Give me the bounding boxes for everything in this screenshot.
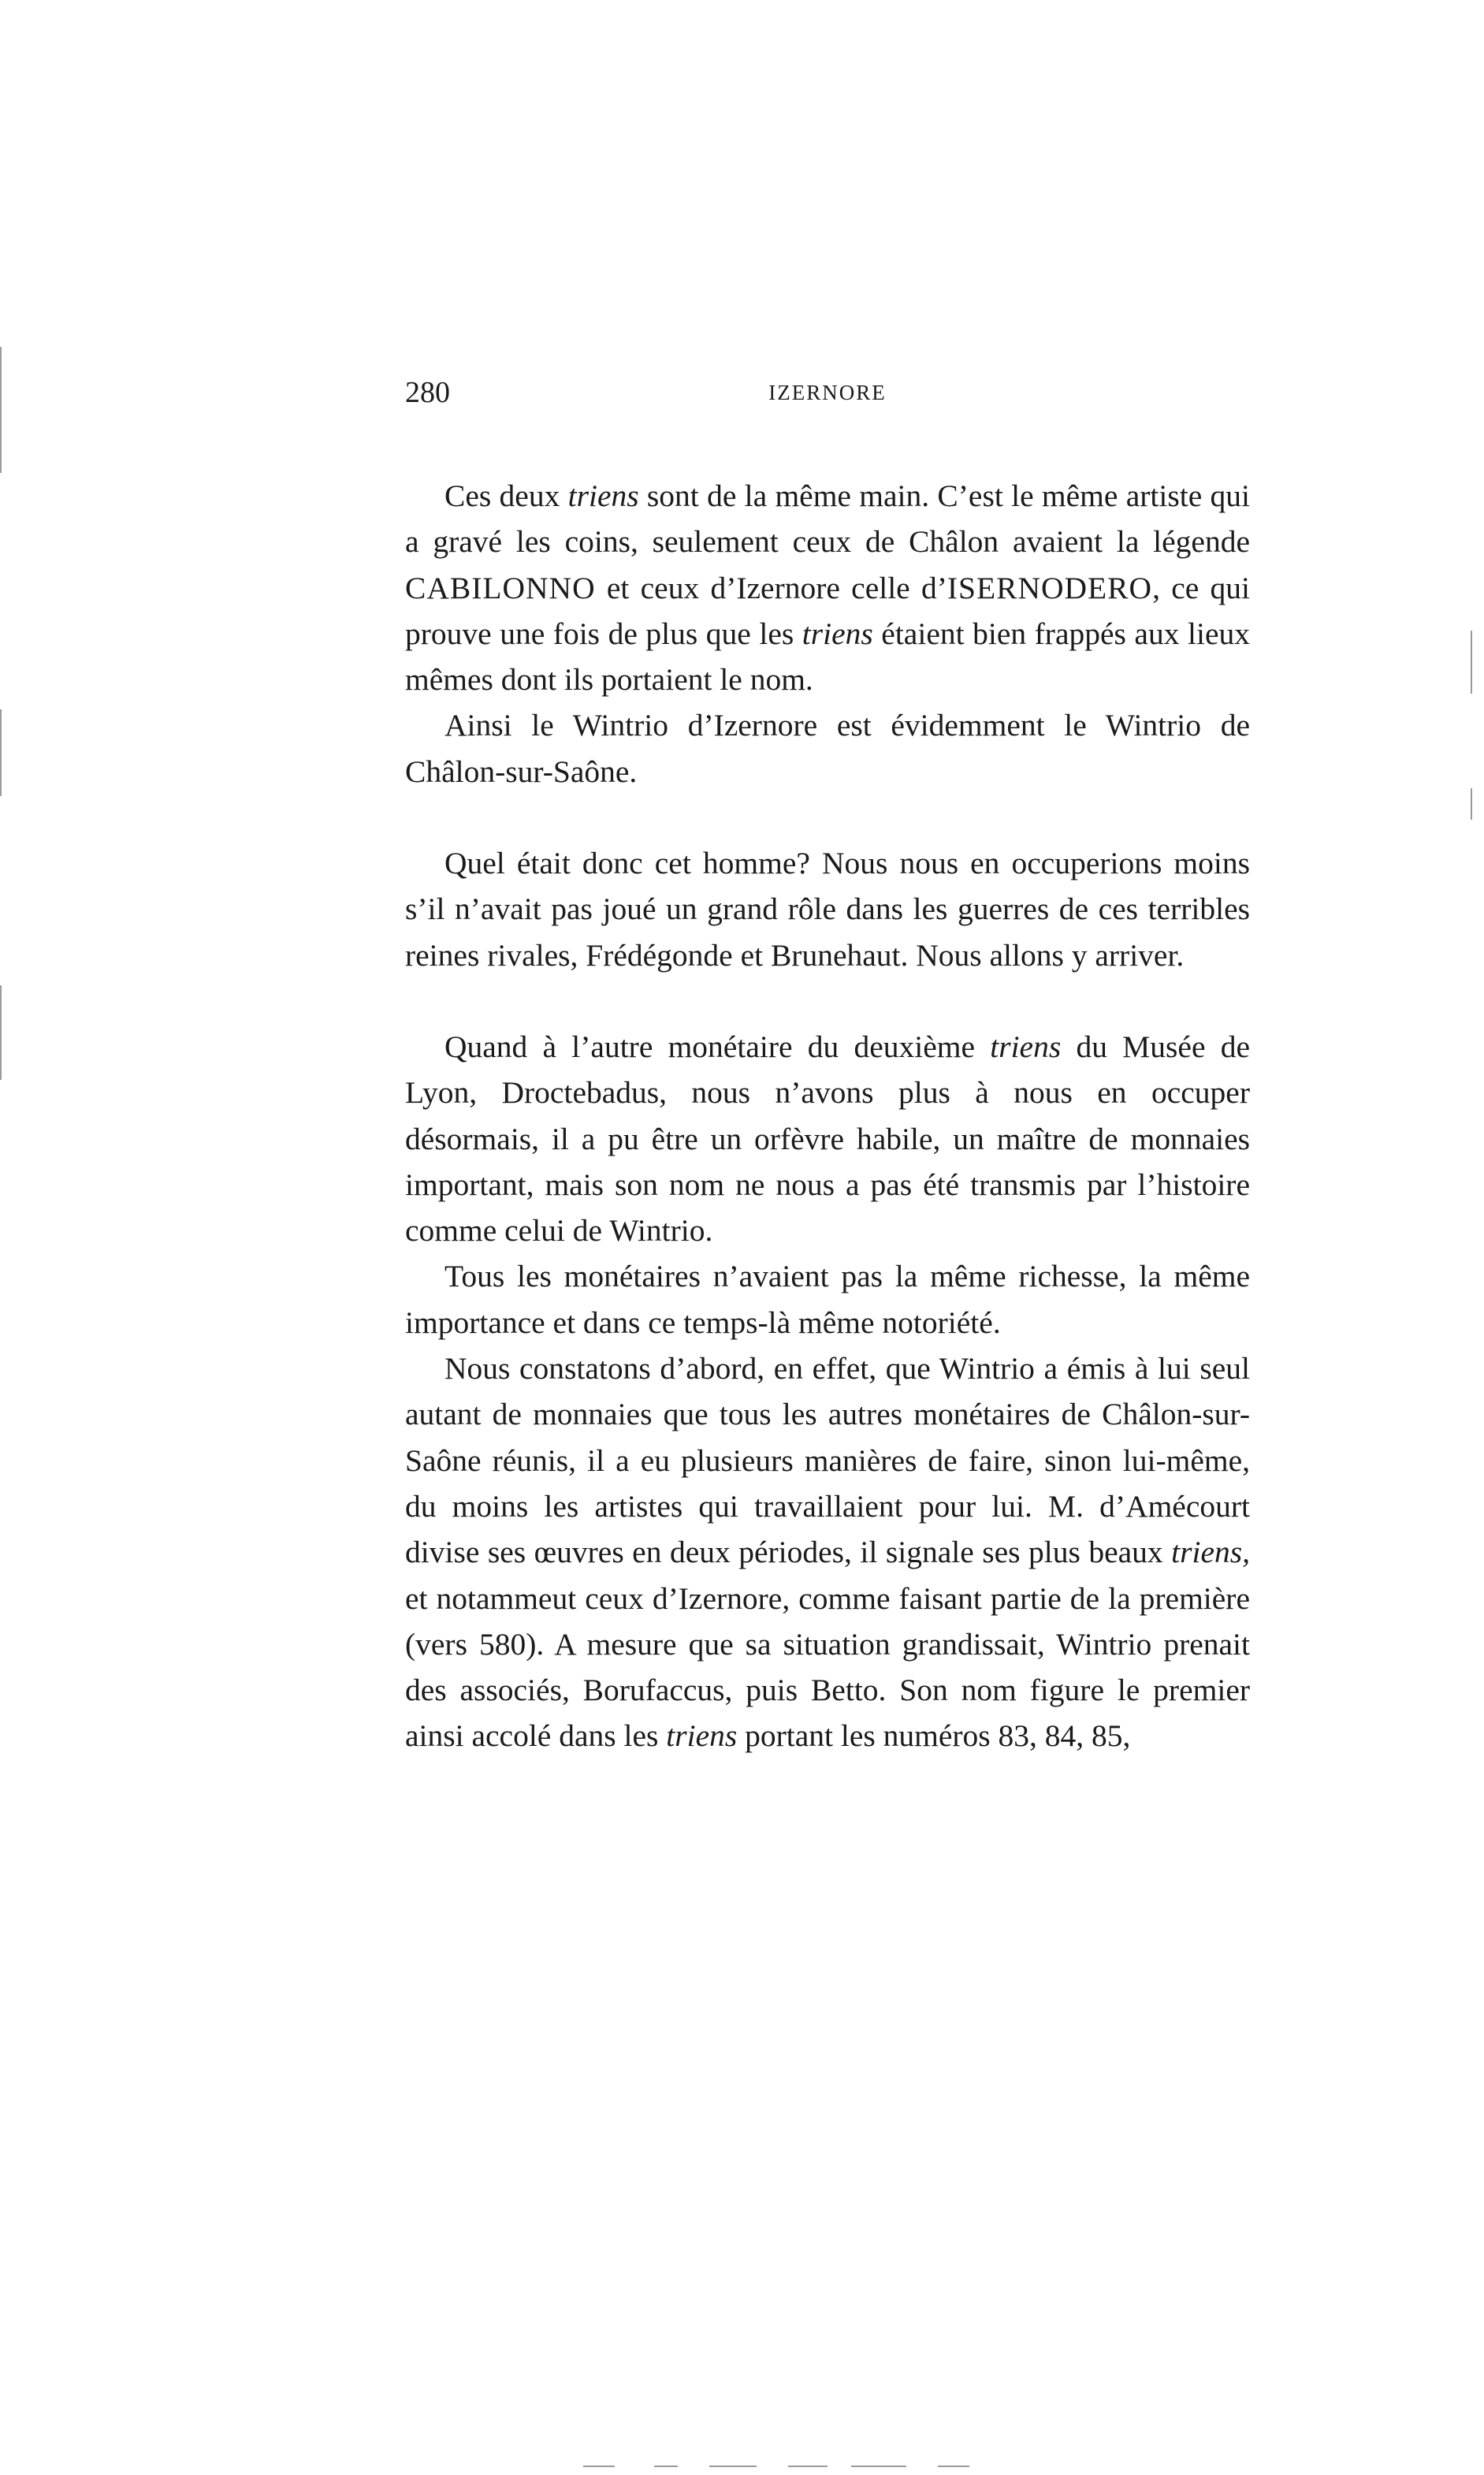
italic-run: triens — [567, 478, 639, 513]
paragraph-1 — [405, 473, 1250, 702]
scan-bottom-mark — [938, 2466, 969, 2467]
text-run: du Musée de Lyon, Droctebadus, nous n’avons plus à nous en occuper désormais, il a pu être un orfèvre habile, un maître de monnaies important, mais son nom ne nous a pas été transmis par l’histoire comme celui de Wintrio. — [405, 1029, 1250, 1249]
scan-edge-mark — [0, 347, 2, 473]
text-run: Quand à l’autre monétaire du deuxième — [444, 1029, 991, 1064]
scan-bottom-mark — [709, 2466, 757, 2467]
page-header — [405, 369, 1250, 416]
small-caps-run: CABILONNO — [405, 570, 596, 605]
text-run: et ceux d’Izernore celle d’ — [595, 570, 947, 605]
scan-bottom-mark — [583, 2466, 615, 2467]
paragraph-4 — [405, 1024, 1250, 1253]
italic-run: triens — [990, 1029, 1062, 1064]
scan-bottom-mark — [654, 2466, 678, 2467]
paragraph-6 — [405, 1345, 1250, 1759]
body-text — [405, 473, 1250, 1759]
text-run: étaient bien frappés aux lieux mêmes dont ils portaient le nom. — [405, 616, 1250, 698]
page-number: 280 — [405, 376, 450, 409]
paragraph-3: Quel était donc cet homme? Nous nous en occuperions moins s’il n’avait pas joué un grand rôle dans les guerres de ces terribles reines rivales, Frédégonde et Brunehaut. Nous allons y arriver. — [405, 846, 1250, 973]
text-run: Ces deux — [444, 478, 568, 513]
text-run: sont de la même main. C’est le même artiste qui a gravé les coins, seulement ceux de Châlon avaient la légende — [405, 478, 1250, 560]
italic-run: triens, — [1171, 1535, 1250, 1570]
scan-bottom-mark — [788, 2466, 828, 2467]
italic-run: triens — [802, 616, 873, 651]
running-title: IZERNORE — [768, 381, 887, 404]
paragraph-5: Tous les monétaires n’avaient pas la même richesse, la même importance et dans ce temps-là même notoriété. — [405, 1259, 1250, 1340]
scan-bottom-mark — [851, 2466, 906, 2467]
paragraph-2: Ainsi le Wintrio d’Izernore est évidemment le Wintrio de Châlon-sur-Saône. — [405, 708, 1250, 789]
text-run: portant les numéros 83, 84, 85, — [737, 1718, 1131, 1754]
small-caps-run: ISERNODERO — [947, 570, 1153, 605]
scan-edge-mark — [1471, 788, 1472, 820]
text-run: , ce qui prouve une fois de plus que les — [405, 570, 1250, 651]
scan-edge-mark — [1471, 631, 1472, 694]
text-run: Nous constatons d’abord, en effet, que Wintrio a émis à lui seul autant de monnaies que tous les autres monétaires de Châlon-sur-Saône réunis, il a eu plusieurs manières de faire, sinon lui-même, du moins les artistes qui travaillaient pour lui. M. d’Amécourt divise ses œuvres en deux périodes, il signale ses plus beaux — [405, 1351, 1250, 1570]
scan-edge-mark — [0, 985, 2, 1080]
text-run: et notammeut ceux d’Izernore, comme faisant partie de la première (vers 580). A mesure que sa situation grandissait, Wintrio prenait des associés, Borufaccus, puis Betto. Son nom figure le premier ainsi accolé dans les — [405, 1580, 1250, 1754]
italic-run: triens — [666, 1718, 738, 1754]
scan-edge-mark — [0, 709, 2, 796]
